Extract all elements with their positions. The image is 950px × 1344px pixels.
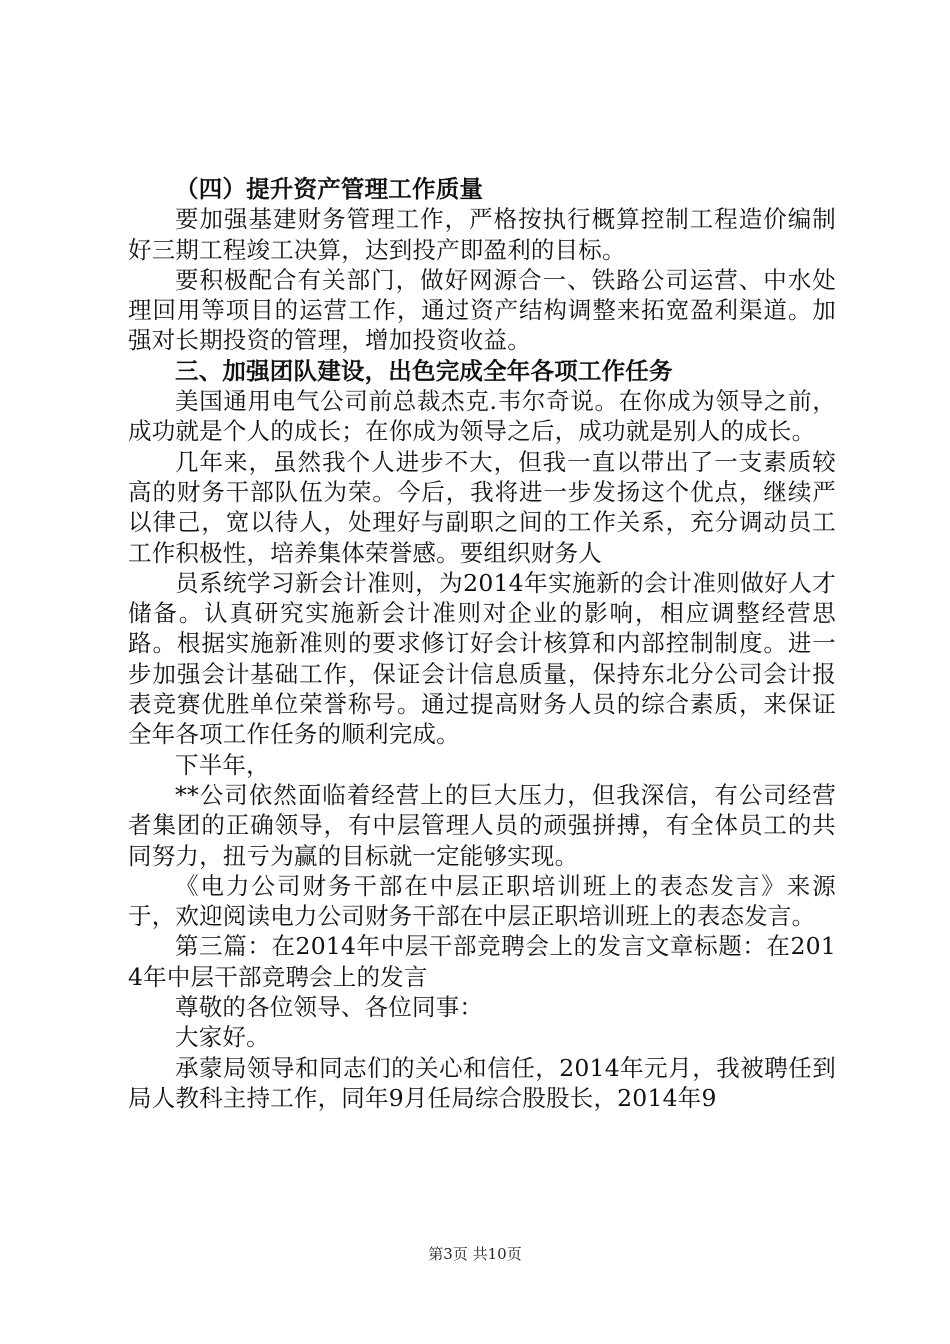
paragraph: 几年来，虽然我个人进步不大，但我一直以带出了一支素质较高的财务干部队伍为荣。今后，我将进一步发扬这个优点，继续严以律己，宽以待人，处理好与副职之间的工作关系，充分调动员工工作积极性，培养集体荣誉感。要组织财务人	[128, 447, 836, 567]
paragraph: 下半年，	[175, 750, 270, 779]
document-body	[128, 174, 836, 1113]
paragraph: 美国通用电气公司前总裁杰克.韦尔奇说。在你成为领导之前，成功就是个人的成长；在你成为领导之后，成功就是别人的成长。	[128, 387, 836, 446]
paragraph: 要加强基建财务管理工作，严格按执行概算控制工程造价编制好三期工程竣工决算，达到投产即盈利的目标。	[128, 205, 836, 264]
section-heading: （四）提升资产管理工作质量	[175, 175, 484, 203]
paragraph: 要积极配合有关部门，做好网源合一、铁路公司运营、中水处理回用等项目的运营工作，通过资产结构调整来拓宽盈利渠道。加强对长期投资的管理，增加投资收益。	[128, 265, 836, 355]
paragraph: 尊敬的各位领导、各位同事：	[175, 993, 484, 1022]
section-heading: 三、加强团队建设，出色完成全年各项工作任务	[175, 356, 673, 385]
paragraph: **公司依然面临着经营上的巨大压力，但我深信，有公司经营者集团的正确领导，有中层管理人员的顽强拼搏，有全体员工的共同努力，扭亏为赢的目标就一定能够实现。	[128, 780, 836, 870]
page-number-footer: 第3页 共10页	[428, 1245, 522, 1263]
paragraph: 承蒙局领导和同志们的关心和信任，2014年元月，我被聘任到局人教科主持工作，同年9月任局综合股股长，2014年9	[128, 1053, 836, 1112]
paragraph: 《电力公司财务干部在中层正职培训班上的表态发言》来源于，欢迎阅读电力公司财务干部在中层正职培训班上的表态发言。	[128, 871, 836, 931]
paragraph: 第三篇：在2014年中层干部竞聘会上的发言文章标题：在2014年中层干部竞聘会上的发言	[128, 932, 836, 991]
paragraph: 员系统学习新会计准则，为2014年实施新的会计准则做好人才储备。认真研究实施新会计准则对企业的影响，相应调整经营思路。根据实施新准则的要求修订好会计核算和内部控制制度。进一步加强会计基础工作，保证会计信息质量，保持东北分公司会计报表竞赛优胜单位荣誉称号。通过提高财务人员的综合素质，来保证全年各项工作任务的顺利完成。	[128, 568, 836, 749]
paragraph: 大家好。	[175, 1023, 270, 1052]
